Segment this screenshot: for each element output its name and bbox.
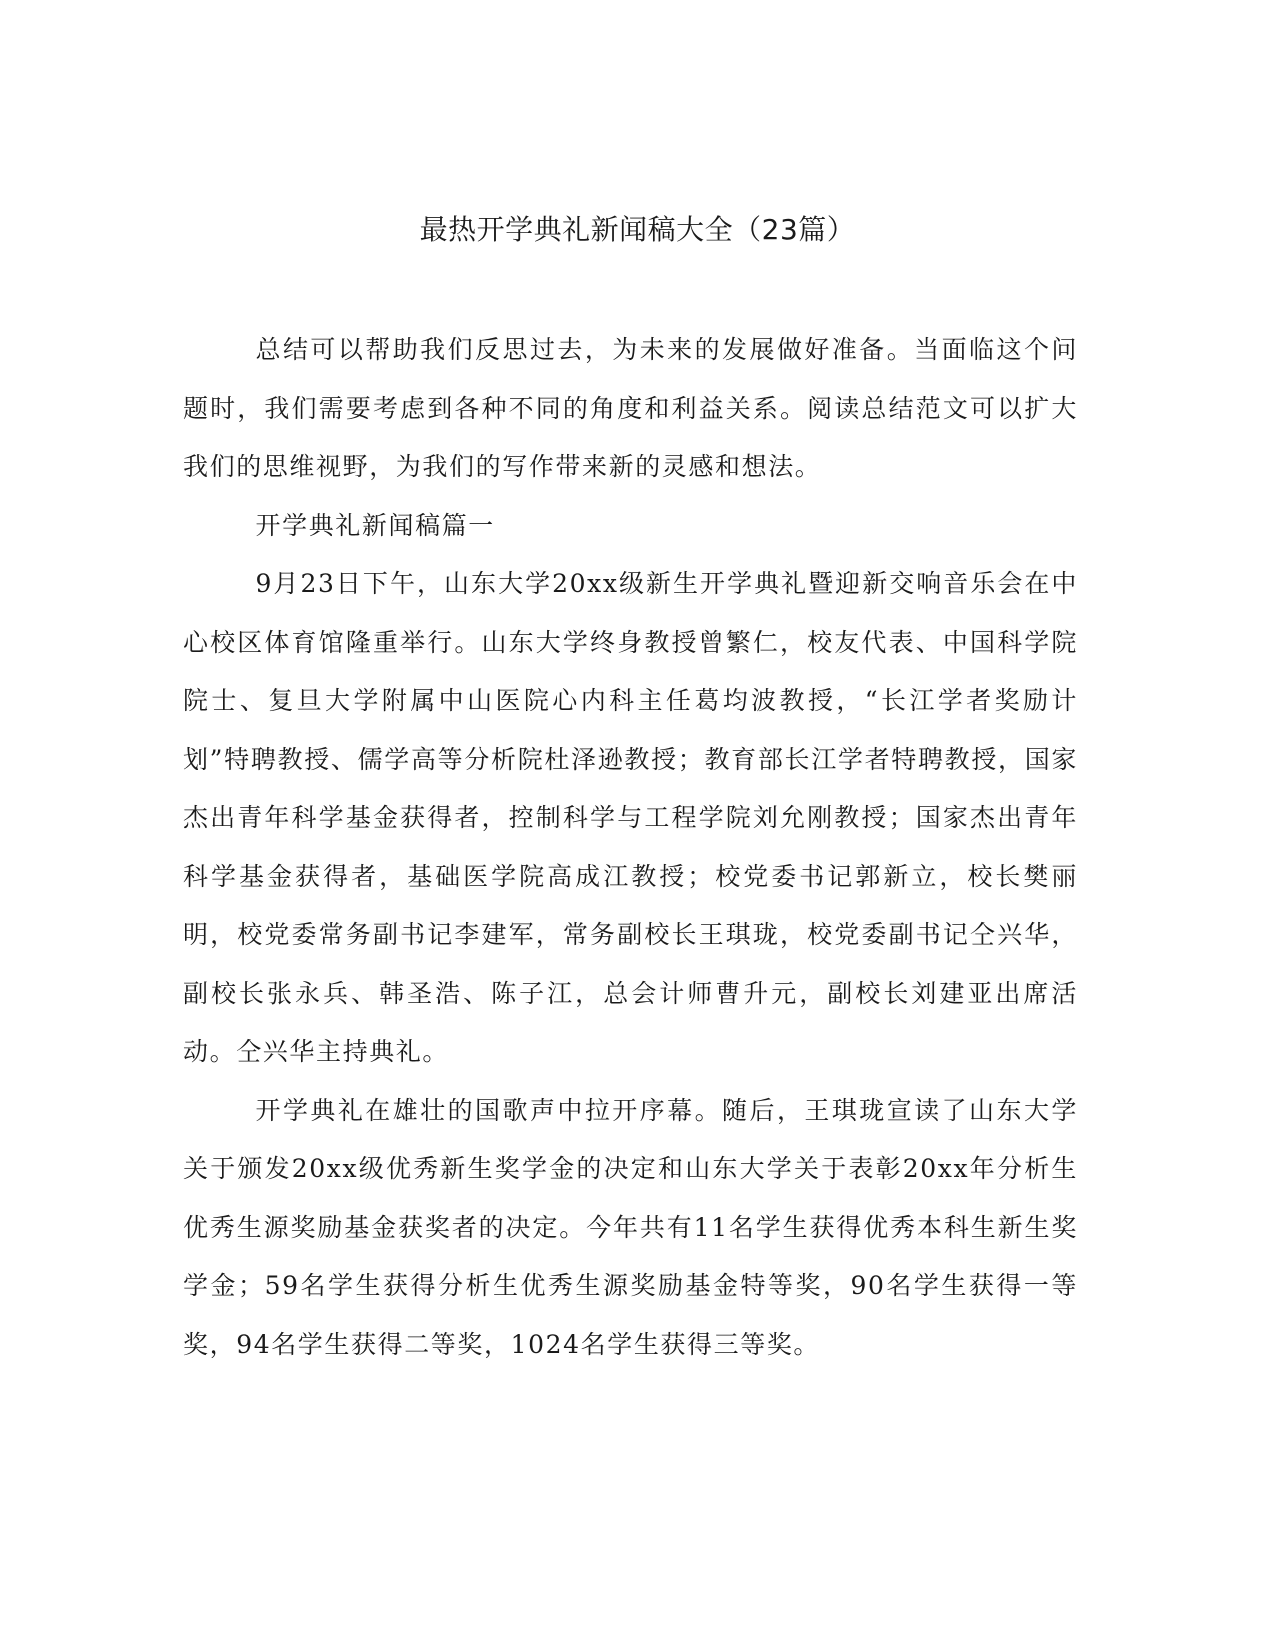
section-heading: 开学典礼新闻稿篇一	[255, 510, 495, 540]
document-title: 最热开学典礼新闻稿大全（23篇）	[419, 213, 856, 246]
intro-paragraph: 总结可以帮助我们反思过去，为未来的发展做好准备。当面临这个问题时，我们需要考虑到各种不同的角度和利益关系。阅读总结范文可以扩大我们的思维视野，为我们的写作带来新的灵感和想法。	[183, 335, 1078, 481]
document-body	[183, 321, 1078, 1374]
body-paragraph-2: 开学典礼在雄壮的国歌声中拉开序幕。随后，王琪珑宣读了山东大学关于颁发20xx级优秀新生奖学金的决定和山东大学关于表彰20xx年分析生优秀生源奖励基金获奖者的决定。今年共有11名学生获得优秀本科生新生奖学金；59名学生获得分析生优秀生源奖励基金特等奖，90名学生获得一等奖，94名学生获得二等奖，1024名学生获得三等奖。	[183, 1095, 1078, 1359]
body-paragraph-1: 9月23日下午，山东大学20xx级新生开学典礼暨迎新交响音乐会在中心校区体育馆隆重举行。山东大学终身教授曾繁仁，校友代表、中国科学院院士、复旦大学附属中山医院心内科主任葛均波教授，“长江学者奖励计划”特聘教授、儒学高等分析院杜泽逊教授；教育部长江学者特聘教授，国家杰出青年科学基金获得者，控制科学与工程学院刘允刚教授；国家杰出青年科学基金获得者，基础医学院高成江教授；校党委书记郭新立，校长樊丽明，校党委常务副书记李建军，常务副校长王琪珑，校党委副书记仝兴华，副校长张永兵、韩圣浩、陈子江，总会计师曹升元，副校长刘建亚出席活动。仝兴华主持典礼。	[183, 569, 1078, 1066]
